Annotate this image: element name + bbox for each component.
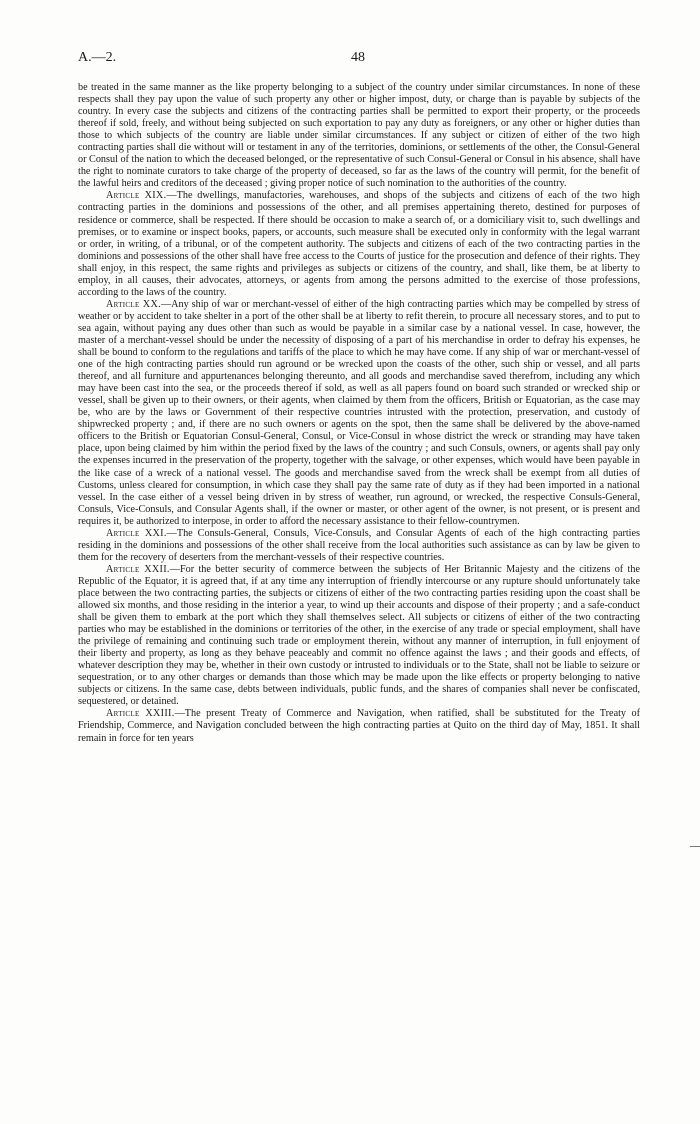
- article-xxiii: [78, 708, 640, 744]
- article-heading: Article XX.: [106, 298, 161, 310]
- page-header: [78, 50, 638, 70]
- article-xxii: [78, 564, 640, 709]
- paragraph-text: —Any ship of war or merchant-vessel of either of the high contracting parties which may be compelled by stress of weather or by accident to take shelter in a port of the other shall be at liberty to refit therein, to procure all necessary stores, and to put to sea again, without paying any dues other than such as would be payable in a similar case by a national vessel. In case, however, the master of a merchant-vessel should be under the necessity of disposing of a part of his merchandise in order to defray his expenses, he shall be bound to conform to the regulations and tariffs of the place to which he may have come. If any ship of war or merchant-vessel of one of the high contracting parties should run aground or be wrecked upon the coasts of the other, such ship or vessel, and all parts thereof, and all furniture and appurtenances belonging thereunto, and all goods and merchandise saved therefrom, including any which may have been cast into the sea, or the proceeds thereof if sold, as well as all papers found on board such stranded or wrecked ship or vessel, shall be given up to their owners, or their agents, when claimed by them from the officers, British or Equatorian, as the case may be, who are by the laws or Government of their respective countries intrusted with the protection, preservation, and custody of shipwrecked property ; and, if there are no such owners or agents on the spot, then the same shall be delivered by the above-named officers to the British or Equatorian Consul-General, Consul, or Vice-Consul in whose district the wreck or stranding may have taken place, upon being claimed by him within the period fixed by the laws of the country ; and such Consuls, owners, or agents shall pay only the expenses incurred in the preservation of the property, together with the salvage, or other expenses, which would have been payable in the like case of a wreck of a national vessel. The goods and merchandise saved from the wreck shall be exempt from all duties of Customs, unless cleared for consumption, in which case they shall pay the same rate of duty as if they had been imported in a national vessel. In the case either of a vessel being driven in by stress of weather, run aground, or wrecked, the respective Consuls-General, Consuls, Vice-Consuls, and Consular Agents shall, if the owner or master, or other agent of the owner, is not present, or is present and requires it, be authorized to interpose, in order to afford the necessary assistance to their fellow-countrymen.: [78, 298, 640, 527]
- article-heading: Article XXIII.: [106, 708, 175, 720]
- article-xx: [78, 299, 640, 528]
- article-heading: Article XXII.: [106, 563, 170, 575]
- margin-mark: [690, 846, 700, 847]
- document-reference: A.—2.: [78, 50, 117, 65]
- article-heading: Article XIX.: [106, 190, 167, 202]
- article-xxi: [78, 528, 640, 564]
- paragraph-text: —The Consuls-General, Consuls, Vice-Consuls, and Consular Agents of each of the high contracting parties residing in the dominions and possessions of the other shall receive from the local authorities such assistance as can by law be given to them for the recovery of deserters from the merchant-vessels of their respective countries.: [78, 527, 641, 563]
- paragraph-text: —The present Treaty of Commerce and Navigation, when ratified, shall be substituted for the Treaty of Friendship, Commerce, and Navigation concluded between the high contracting parties at Quito on the third day of May, 1851. It shall remain in force for ten years: [78, 708, 640, 744]
- paragraph-text: be treated in the same manner as the like property belonging to a subject of the country under similar circumstances. In none of these respects shall they pay upon the value of such property any other or higher impost, duty, or charge than is payable by subjects of the country. In every case the subjects and citizens of the contracting parties shall be permitted to export their property, or the proceeds thereof if sold, freely, and without being subjected on such exportation to pay any duty as foreigners, or any other or higher duties than those to which subjects of the country are liable under similar circumstances. If any subject or citizen of either of the two high contracting parties shall die without will or testament in any of the territories, dominions, or settlements of the other, the Consul-General or Consul of the nation to which the deceased belonged, or the representative of such Consul-General or Consul in his absence, shall have the right to nominate curators to take charge of the property of deceased, so far as the laws of the country will permit, for the benefit of the lawful heirs and creditors of the deceased ; giving proper notice of such nomination to the authorities of the country.: [78, 82, 640, 190]
- article-heading: Article XXI.: [106, 527, 167, 539]
- paragraph-continued: [78, 82, 640, 190]
- page-number: 48: [351, 50, 365, 65]
- paragraph-text: —The dwellings, manufactories, warehouses, and shops of the subjects and citizens of each of the two high contracting parties in the dominions and possessions of the other, and all premises appertaining thereto, destined for purposes of residence or commerce, shall be respected. If there should be occasion to make a search of, or a domiciliary visit to, such dwellings and premises, or to examine or inspect books, papers, or accounts, such measure shall be executed only in conformity with the legal warrant or order, in writing, of a tribunal, or of the competent authority. The subjects and citizens of each of the two contracting parties in the dominions and possessions of the other shall have free access to the Courts of justice for the prosecution and defence of their rights. They shall enjoy, in this respect, the same rights and privileges as subjects or citizens of the country, and shall, like them, be at liberty to employ, in all causes, their advocates, attorneys, or agents from among the persons admitted to the exercise of those professions, according to the laws of the country.: [78, 190, 641, 298]
- document-body: [78, 82, 640, 745]
- article-xix: [78, 190, 640, 298]
- paragraph-text: —For the better security of commerce between the subjects of Her Britannic Majesty and the citizens of the Republic of the Equator, it is agreed that, if at any time any interruption of friendly intercourse or any rupture should unfortunately take place between the two contracting parties, the subjects or citizens of either of the two contracting parties residing upon the coast shall be allowed six months, and those residing in the interior a year, to wind up their accounts and dispose of their property ; and a safe-conduct shall be given them to embark at the port which they shall themselves select. All subjects or citizens of either of the two contracting parties who may be established in the dominions or territories of the other, in the exercise of any trade or special employment, shall have the privilege of remaining and continuing such trade or employment therein, without any manner of interruption, in full enjoyment of their liberty and property, as long as they behave peaceably and commit no offence against the laws ; and their goods and effects, of whatever description they may be, whether in their own custody or intrusted to individuals or to the State, shall not be liable to seizure or sequestration, or to any other charges or demands than those which may be made upon the like effects or property belonging to native subjects or citizens. In the same case, debts between individuals, public funds, and the shares of companies shall never be confiscated, sequestered, or detained.: [78, 563, 640, 708]
